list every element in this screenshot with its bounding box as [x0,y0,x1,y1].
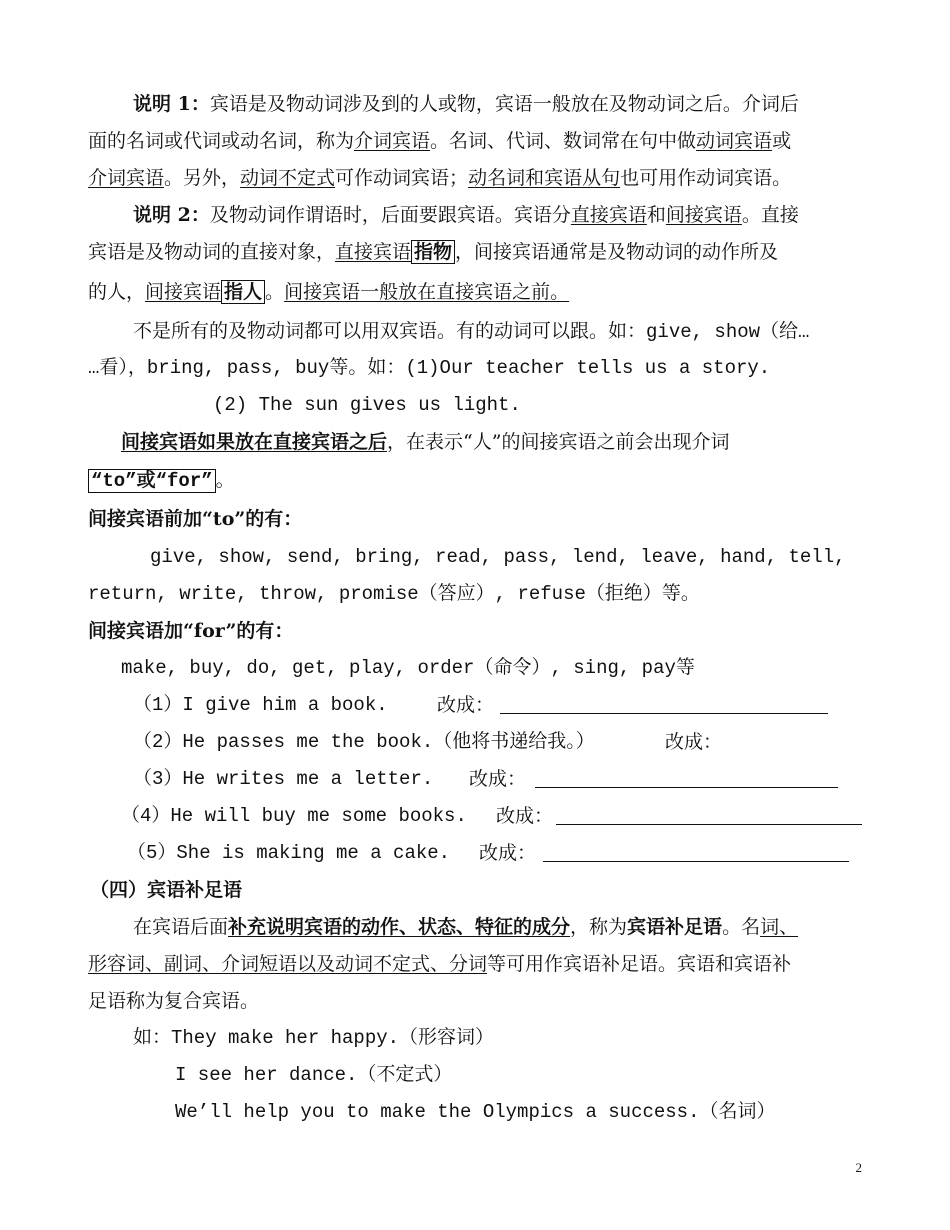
exercise-change-label: 改成： [437,694,495,716]
section4-example3: We’ll help you to make the Olympics a success.（名词） [175,1101,776,1123]
note1-line1: 说明 1：宾语是及物动词涉及到的人或物，宾语一般放在及物动词之后。介词后 [133,93,799,115]
exercise-answer-blank[interactable] [535,769,838,788]
double-object-line1: 不是所有的及物动词都可以用双宾语。有的动词可以跟。如：give, show（给… [133,320,810,343]
double-object-line2: …看），bring, pass, buy等。如：(1)Our teacher tells us a story. [88,357,771,379]
section4-line3: 足语称为复合宾语。 [88,990,260,1012]
zhiren-box: 指人 [221,280,265,304]
exercise-answer-blank[interactable] [500,695,828,714]
section4-line2: 形容词、副词、介词短语以及动词不定式、分词等可用作宾语补足语。宾语和宾语补 [88,953,792,975]
page-number: 2 [855,1160,862,1175]
note2-label: 说明 2： [133,204,210,226]
exercise-change-label: 改成： [496,805,554,827]
section4-line1: 在宾语后面补充说明宾语的动作、状态、特征的成分，称为宾语补足语。名词、 [133,916,799,938]
double-object-example2: (2) The sun gives us light. [213,394,521,416]
for-list-heading: 间接宾语加“for”的有： [88,620,294,642]
to-list-heading: 间接宾语前加“to”的有： [88,508,303,530]
to-for-box: “to”或“for” [88,469,216,493]
note2-line1: 说明 2：及物动词作谓语时，后面要跟宾语。宾语分直接宾语和间接宾语。直接 [133,204,799,226]
section4-example2: I see her dance.（不定式） [175,1064,453,1086]
indirect-after-line1: 间接宾语如果放在直接宾语之后，在表示“人”的间接宾语之前会出现介词 [121,431,730,453]
exercise-change-label: 改成： [469,768,527,790]
exercise-change-label: 改成： [479,842,537,864]
indirect-after-line2: “to”或“for” 。 [88,468,235,493]
exercise-item: （5）She is making me a cake. [127,842,451,864]
exercise-item: （1）I give him a book. [133,694,388,716]
exercise-item: （2）He passes me the book.（他将书递给我。） [133,731,595,753]
to-list-line1: give, show, send, bring, read, pass, lend, leave, hand, tell, [150,546,846,568]
exercise-item: （3）He writes me a letter. [133,768,434,790]
note2-line2: 宾语是及物动词的直接对象，直接宾语 指物 ，间接宾语通常是及物动词的动作所及 [88,241,779,263]
exercise-change-label: 改成： [665,731,723,753]
zhiwu-box: 指物 [411,240,455,264]
note1-line3: 介词宾语。另外，动词不定式可作动词宾语；动名词和宾语从句也可用作动词宾语。 [88,167,792,189]
section4-example1: 如：They make her happy.（形容词） [133,1027,495,1049]
for-list-line1: make, buy, do, get, play, order（命令）, sing, pay等 [121,657,695,679]
note1-line2: 面的名词或代词或动名词，称为介词宾语。名词、代词、数词常在句中做动词宾语或 [88,130,792,152]
to-list-line2: return, write, throw, promise（答应）, refuse（拒绝）等。 [88,583,700,605]
exercise-answer-blank[interactable] [556,806,862,825]
section4-heading: （四）宾语补足语 [90,879,243,901]
note1-label: 说明 1： [133,93,210,115]
note2-line3: 的人，间接宾语 指人 。间接宾语一般放在直接宾语之前。 [88,281,570,303]
exercise-answer-blank[interactable] [543,843,849,862]
exercise-item: （4）He will buy me some books. [121,805,467,827]
